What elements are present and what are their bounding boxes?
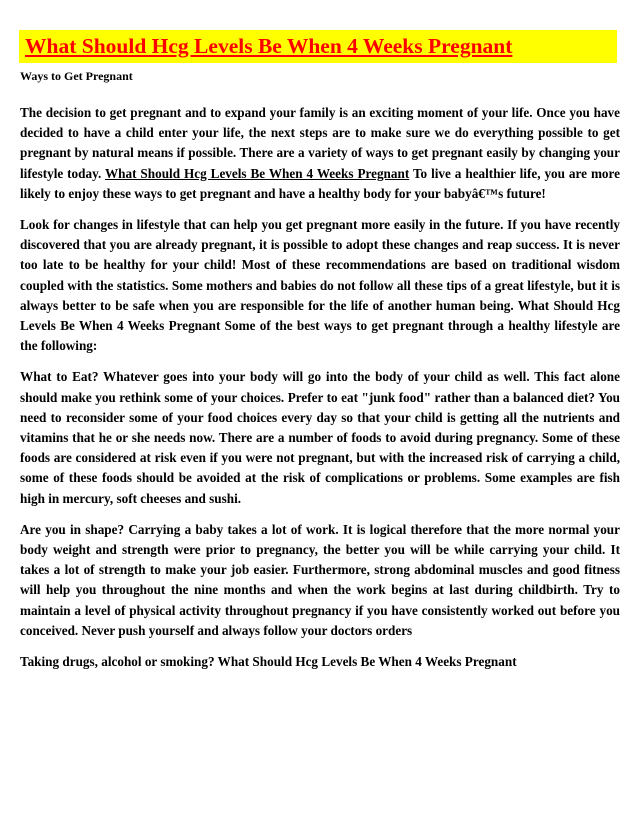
paragraph-drugs-alcohol: Taking drugs, alcohol or smoking? What Should Hcg Levels Be When 4 Weeks Pregnant xyxy=(20,654,517,670)
title-keyword-link[interactable]: What Should Hcg Levels Be When 4 Weeks Pregnant xyxy=(104,165,410,181)
document-title: What Should Hcg Levels Be When 4 Weeks Pregnant xyxy=(25,34,513,58)
paragraph-intro-text-before: The decision to get pregnant and to expand your family is an exciting moment of your life. Once you have decided to have a child enter your life, the next steps are to make sure we do everything possible to get pregnant by natural means if possible. There are a variety of ways to get pregnant easily by changing your lifestyle today. xyxy=(20,105,620,181)
paragraph-lifestyle: Look for changes in lifestyle that can help you get pregnant more easily in the future. If you have recently discovered that you are already pregnant, it is possible to adopt these changes and reap success. It is never too late to be healthy for your child! Most of these recommendations are based on traditional wisdom coupled with the statistics. Some mothers and babies do not follow all these tips of a great lifestyle, but it is always better to be safe when you are responsible for the life of another human being. What Should Hcg Levels Be When 4 Weeks Pregnant Some of the best ways to get pregnant through a healthy lifestyle are the following: xyxy=(20,217,620,354)
document-subtitle: Ways to Get Pregnant xyxy=(20,69,133,83)
paragraph-intro xyxy=(20,103,620,204)
title-highlight xyxy=(19,30,617,63)
paragraph-intro-text-after: To live a healthier life, you are more likely to enjoy these ways to get pregnant and have a healthy body for your babyâ€™s future! xyxy=(20,165,620,201)
document-body xyxy=(20,103,620,683)
paragraph-in-shape: Are you in shape? Carrying a baby takes a lot of work. It is logical therefore that the more normal your body weight and strength were prior to pregnancy, the better you will be while carrying your child. It takes a lot of strength to make your job easier. Furthermore, strong abdominal muscles and good fitness will help you throughout the nine months and when the work begins at last during childbirth. Try to maintain a level of physical activity throughout pregnancy if you have consistently worked out before you conceived. Never push yourself and always follow your doctors orders xyxy=(20,521,620,638)
paragraph-what-to-eat: What to Eat? Whatever goes into your body will go into the body of your child as well. This fact alone should make you rethink some of your choices. Prefer to eat "junk food" rather than a balanced diet? You need to reconsider some of your food choices every day so that your child is getting all the nutrients and vitamins that he or she needs now. There are a number of foods to avoid during pregnancy. Some of these foods are considered at risk even if you were not pregnant, but with the increased risk of carrying a child, some of these foods should be avoided at the risk of complications or problems. Some examples are fish high in mercury, soft cheeses and sushi. xyxy=(20,369,620,506)
